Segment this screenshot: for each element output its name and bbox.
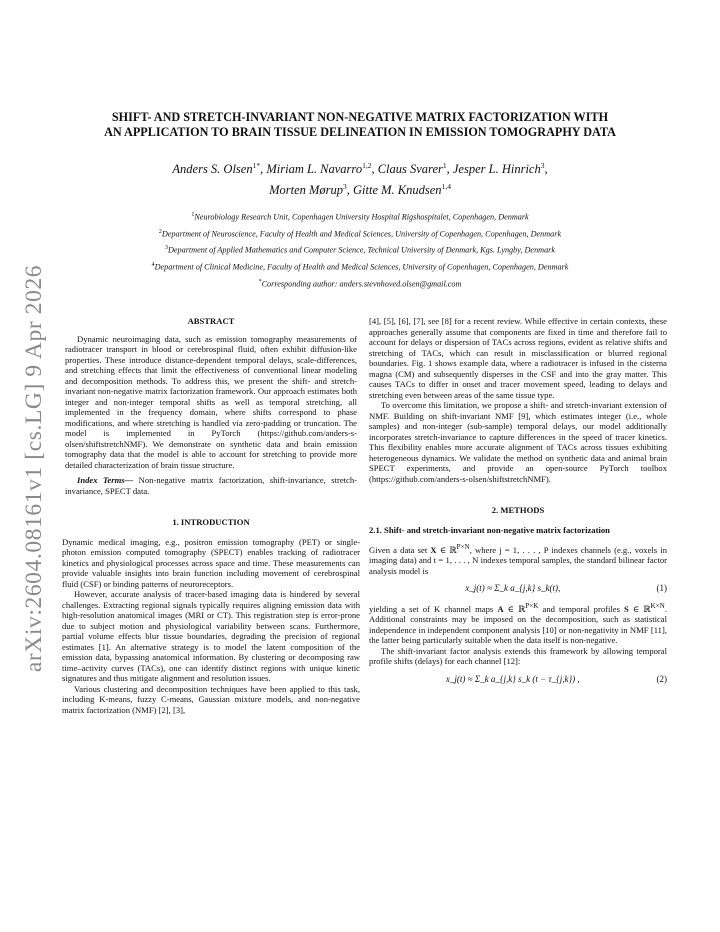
author-sup: 1,2 [362, 161, 372, 170]
superscript: P×N [456, 543, 470, 551]
methods-paragraph-3: The shift-invariant factor analysis extends this framework by allowing temporal profile shifts (delays) for each channel [12]: [369, 645, 667, 667]
affiliations [60, 208, 660, 292]
intro-paragraph-5: To overcome this limitation, we propose a shift- and stretch-invariant extension of NMF. Building on shift-invariant NMF [9], which estimates integer (i.e., whole samples) and non-integer (sub-sample) temporal delays, our model additionally incorporates stretch-invariance to capture differences in the speed of tracer kinetics. This flexibility enables more accurate alignment of TACs across tissues exhibiting heterogeneous dynamics. We validate the method on synthetic data and animal brain SPECT experiments, and provide an open-source PyTorch toolbox (https://github.com/anders-s-olsen/shiftstretchNMF). [369, 400, 667, 484]
author-name: Miriam L. Navarro [266, 162, 363, 177]
author-sup: 1 [442, 161, 447, 170]
intro-paragraph-4: [4], [5], [6], [7], see [8] for a recent review. While effective in certain contexts, these approaches generally assume that components are fixed in time and therefore fail to account for delays or dispersion of TACs across regions, evident as relative shifts and stretching of TACs, which can result in misclassification or blurred regional boundaries. Fig. 1 shows example data, where a radiotracer is infused in the cisterna magna (CM) and subsequently disperses in the CSF and into the gray matter. This causes TACs to differ in onset and tracer movement speed, leading to delays and stretching even between areas of the same tissue type. [369, 316, 667, 400]
text-run: yielding a set of K channel maps [369, 603, 498, 614]
author-name: Claus Svarer [377, 162, 443, 177]
affiliation-sup: 2 [158, 228, 162, 235]
index-terms [65, 475, 357, 496]
affiliation-text: Department of Neuroscience, Faculty of Health and Medical Sciences, University of Copenhagen, Copenhagen, Denmark [161, 229, 562, 239]
equation-1-formula: x_j(t) ≈ Σ_k a_{j,k} s_k(t), [465, 583, 561, 594]
intro-paragraph-2: However, accurate analysis of tracer-based imaging data is hindered by several challenges. Extracting regional signals typically requires aligning emission data with high-resolution anatomical images (MRI or CT). This registration step is error-prone due to subject motion and physiological variability between scans. Furthermore, partial volume effects blur tissue boundaries, degrading the precision of regional estimates [1]. An alternative strategy is to model the latent composition of the emission data, bypassing anatomical information. By clustering or decomposing raw time–activity curves (TACs), one can identify distinct regions with unique kinetic signatures and thus mitigate alignment and resolution issues. [62, 589, 360, 683]
author-sup: 3 [343, 182, 347, 192]
intro-paragraph-1: Dynamic medical imaging, e.g., positron emission tomography (PET) or single-photon emission computed tomography (SPECT) enables tracking of radiotracer kinetics and physiological processes across space and time. These measurements can provide valuable insights into brain function including movement of cerebrospinal fluid (CSF) or binding patterns of neuroreceptors. [62, 536, 360, 589]
text-run: ∈ ℝ [503, 603, 526, 614]
corresponding-sup: * [258, 278, 262, 285]
equation-1-number: (1) [656, 583, 667, 594]
author-list [60, 157, 660, 199]
arxiv-stamp [6, 258, 64, 678]
author-sup: 1* [252, 161, 261, 170]
methods-paragraph-2 [369, 601, 667, 646]
index-terms-label: Index Terms— [77, 475, 134, 485]
abstract [62, 334, 360, 497]
affiliation [60, 258, 660, 275]
text-run: ∈ ℝ [628, 603, 651, 614]
intro-heading: 1. INTRODUCTION [172, 517, 250, 527]
affiliation [60, 225, 660, 242]
equation-2-formula: x_j(t) ≈ Σ_k a_{j,k} s_k (t − τ_{j,k}) , [445, 673, 580, 684]
paper-title [60, 110, 660, 140]
author-line-2: Morten Mørup$^3$, Gitte M. Knudsen$^{1,4}$ [269, 182, 451, 198]
author-name: Anders S. Olsen [172, 162, 253, 177]
text-run: . Additional constraints may be imposed on the decomposition, such as statistical independence in independent component analysis [10] or non-negativity in NMF [11], the latter being particularly suitable when the data itself is non-negative. [369, 603, 667, 646]
title-line-2: AN APPLICATION TO BRAIN TISSUE DELINEATION IN EMISSION TOMOGRAPHY DATA [104, 125, 616, 139]
title-line-1: SHIFT- AND STRETCH-INVARIANT NON-NEGATIVE MATRIX FACTORIZATION WITH [111, 110, 609, 124]
equation-2 [369, 674, 667, 685]
text-run: and temporal profiles [538, 603, 624, 614]
matrix-symbol: S [624, 603, 629, 614]
methods-heading: 2. METHODS [491, 505, 545, 515]
superscript: K×N [650, 601, 665, 610]
author-name: Jesper L. Hinrich [452, 162, 541, 177]
affiliation-sup: 4 [151, 262, 155, 269]
methods-paragraph-1 [369, 542, 667, 576]
text-run: Given a data set [369, 544, 431, 555]
affiliation-sup: 3 [164, 245, 168, 252]
index-terms-text: Non-negative matrix factorization, shift-invariance, stretch-invariance, SPECT data. [65, 475, 358, 496]
equation-1 [369, 583, 667, 594]
abstract-heading: ABSTRACT [187, 316, 235, 326]
left-column [62, 316, 360, 715]
matrix-symbol: X [430, 544, 437, 555]
affiliation [60, 241, 660, 258]
methods-subheading: 2.1. Shift- and stretch-invariant non-negative matrix factorization [369, 524, 610, 535]
affiliation-text: Neurobiology Research Unit, Copenhagen University Hospital Rigshospitalet, Copenhagen, Denmark [194, 212, 529, 222]
right-column [369, 316, 667, 684]
text-run: ∈ ℝ [436, 544, 457, 555]
author-sup: 3 [540, 161, 545, 170]
author-sup: 1,4 [441, 182, 451, 192]
text-run: , where j = 1, . . . , P indexes channels (e.g., voxels in imaging data) and t = 1, . . . , N indexes temporal samples, the standard bilinear factor analysis model is [369, 544, 667, 576]
author-name: Gitte M. Knudsen [353, 183, 442, 198]
corresponding-text: Corresponding author: anders.stevnhoved.olsen@gmail.com [261, 279, 462, 289]
affiliation-sup: 1 [191, 212, 195, 218]
matrix-symbol: A [497, 603, 504, 614]
author-name: Morten Mørup [269, 183, 344, 198]
abstract-body: Dynamic neuroimaging data, such as emission tomography measurements of radiotracer transport in blood or cerebrospinal fluid, often exhibit diffusion-like properties. These introduce distance-dependent temporal delays, scale-differences, and stretching effects that limit the effectiveness of conventional linear modeling and decomposition methods. To address this, we present the shift- and stretch-invariant non-negative matrix factorization framework. Our approach estimates both integer and non-integer temporal shifts as well as temporal stretching, all implemented in the frequency domain, where shifts correspond to phase modifications, and where stretching is handled via zero-padding or truncation. The model is implemented in PyTorch (https://github.com/anders-s-olsen/shiftstretchNMF). We demonstrate on synthetic data and brain emission tomography data that the model is able to account for stretching to provide more detailed characterization of brain tissue structure. [65, 333, 357, 470]
arxiv-id: arXiv:2604.08161v1 [cs.LG] 9 Apr 2026 [21, 264, 48, 672]
superscript: P×K [525, 601, 539, 610]
intro-paragraph-3: Various clustering and decomposition techniques have been applied to this task, including K-means, fuzzy C-means, Gaussian mixture models, and non-negative matrix factorization (NMF) [2], [3], [62, 683, 360, 715]
corresponding-author [60, 275, 660, 292]
author-line-1: Anders S. Olsen$^{1*}$, Miriam L. Navarro$^{1,2}$, Claus Svarer$^1$, Jesper L. Hinrich$^3$, [172, 161, 548, 177]
equation-2-number: (2) [656, 673, 667, 684]
affiliation-text: Department of Applied Mathematics and Computer Science, Technical University of Denmark, Kgs. Lyngby, Denmark [167, 246, 555, 256]
affiliation-text: Department of Clinical Medicine, Faculty of Health and Medical Sciences, University of Copenhagen, Copenhagen, Denmark [154, 262, 569, 272]
affiliation [60, 208, 660, 225]
